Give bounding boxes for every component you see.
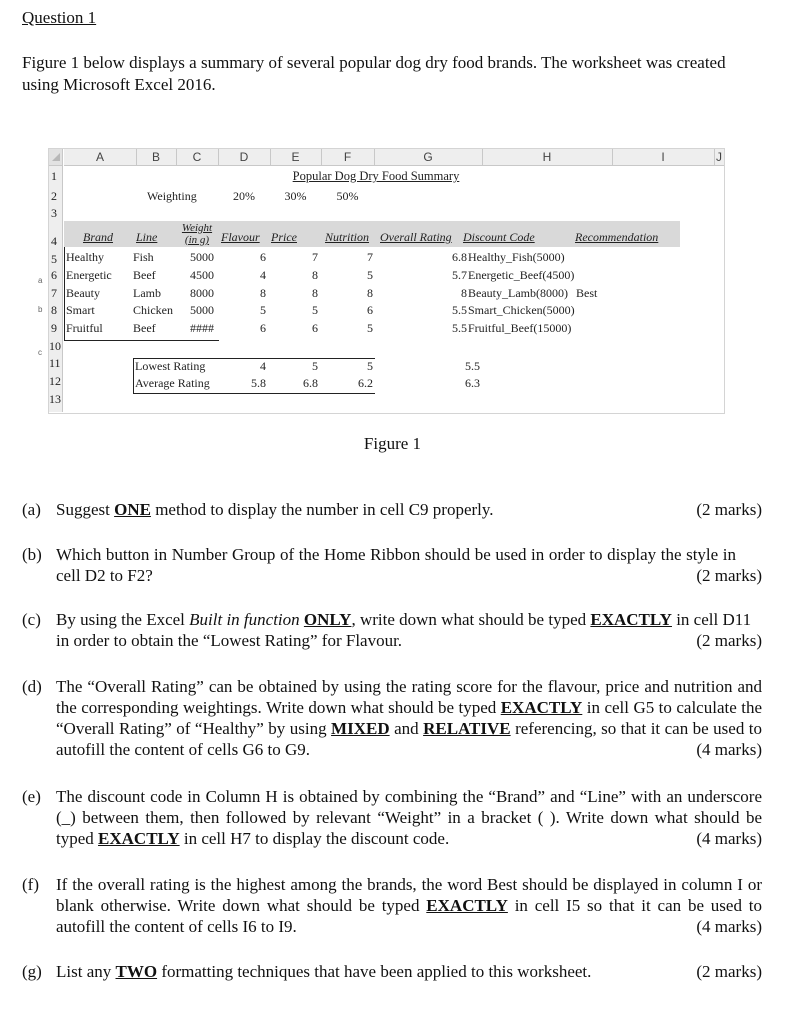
row-number-11: 11 — [49, 356, 61, 370]
row-number-4: 4 — [51, 234, 57, 248]
weight-flavour: 20% — [233, 189, 255, 203]
cell-brand: Energetic — [66, 268, 112, 282]
header-weight-1: Weight — [181, 222, 213, 234]
cell-discount-code: Fruitful_Beef(15000) — [468, 321, 572, 335]
question-f-label: (f) — [22, 875, 39, 894]
column-header-h: H — [482, 149, 612, 166]
column-header-a: A — [64, 149, 136, 166]
average-rating-label: Average Rating — [135, 376, 210, 390]
cell-flavour: 5 — [260, 303, 266, 317]
cell-price: 5 — [312, 303, 318, 317]
cell-overall-rating: 8 — [461, 286, 467, 300]
row-number-10: 10 — [49, 339, 61, 353]
question-d-emphasis-2: MIXED — [331, 719, 390, 738]
cell-discount-code: Healthy_Fish(5000) — [468, 250, 565, 264]
column-header-d: D — [218, 149, 270, 166]
question-b-label: (b) — [22, 545, 42, 564]
cell-line: Lamb — [133, 286, 161, 300]
average-nutrition: 6.2 — [358, 376, 373, 390]
question-a-label: (a) — [22, 500, 41, 519]
lowest-price: 5 — [312, 359, 318, 373]
question-g-text-1: List any — [56, 962, 116, 981]
question-f — [22, 874, 762, 937]
cell-line: Fish — [133, 250, 154, 264]
row-number-8: 8 — [51, 303, 57, 317]
column-header-b: B — [136, 149, 176, 166]
question-e-text-2: in cell H7 to display the discount code. — [179, 829, 450, 848]
header-overall-rating: Overall Rating — [380, 230, 452, 244]
header-nutrition: Nutrition — [325, 230, 370, 244]
question-f-emphasis: EXACTLY — [426, 896, 508, 915]
average-price: 6.8 — [303, 376, 318, 390]
question-a-text-1: Suggest — [56, 500, 110, 519]
cell-nutrition: 8 — [367, 286, 373, 300]
question-c-text-3: in cell D11 in order to obtain the “Lowest Rating” for Flavour. — [56, 610, 752, 650]
cell-brand: Smart — [66, 303, 95, 317]
cell-brand: Beauty — [66, 286, 100, 300]
question-e — [22, 786, 762, 849]
cell-flavour: 6 — [260, 321, 266, 335]
cell-discount-code: Beauty_Lamb(8000) — [468, 286, 568, 300]
question-d-marks: (4 marks) — [696, 740, 762, 759]
cell-price: 8 — [312, 286, 318, 300]
question-g-label: (g) — [22, 962, 42, 981]
row-number-9: 9 — [51, 321, 57, 335]
question-e-emphasis: EXACTLY — [98, 829, 180, 848]
lowest-rating-label: Lowest Rating — [135, 359, 206, 373]
question-d-text-4: referencing, so that it can be used to autofill the content of cells G6 to G9. — [56, 719, 762, 759]
row-number-7: 7 — [51, 286, 57, 300]
cell-weight: 4500 — [190, 268, 214, 282]
question-c-marks: (2 marks) — [696, 631, 762, 650]
question-c-text-2: , write down what should be typed — [351, 610, 591, 629]
question-b — [22, 544, 762, 586]
figure-caption: Figure 1 — [363, 434, 422, 453]
question-d-emphasis-1: EXACTLY — [500, 698, 583, 717]
cell-discount-code: Energetic_Beef(4500) — [468, 268, 575, 282]
edge-marker-a: a — [38, 276, 43, 285]
cell-price: 6 — [312, 321, 318, 335]
row-number-6: 6 — [51, 268, 57, 282]
weighting-label: Weighting — [147, 189, 197, 203]
header-discount-code: Discount Code — [463, 230, 535, 244]
cell-weight: 5000 — [190, 303, 214, 317]
cell-overall-rating: 5.5 — [452, 303, 467, 317]
cell-overall-rating: 5.7 — [452, 268, 467, 282]
cell-overall-rating: 5.5 — [452, 321, 467, 335]
question-heading: Question 1 — [22, 8, 97, 27]
cell-flavour: 6 — [260, 250, 266, 264]
question-g — [22, 961, 762, 982]
average-flavour: 5.8 — [251, 376, 266, 390]
question-c-text-1: By using the Excel — [56, 610, 190, 629]
column-header-c: C — [176, 149, 218, 166]
row-number-5: 5 — [51, 252, 57, 266]
question-a-text-2: method to display the number in cell C9 properly. — [150, 500, 494, 519]
question-d-emphasis-3: RELATIVE — [423, 719, 511, 738]
question-c-emphasis-1: ONLY — [303, 610, 352, 629]
row-number-12: 12 — [49, 374, 61, 388]
cell-line: Chicken — [133, 303, 173, 317]
weight-nutrition: 50% — [336, 189, 359, 203]
question-d-text-3: and — [389, 719, 424, 738]
lowest-flavour: 4 — [260, 359, 266, 373]
column-header-j: J — [716, 150, 722, 164]
cell-price: 7 — [312, 250, 318, 264]
cell-price: 8 — [312, 268, 318, 282]
question-d — [22, 676, 762, 760]
question-a-emphasis: ONE — [114, 500, 151, 519]
question-d-text-2: in cell G5 to calculate the “Overall Rating” of “Healthy” by using — [56, 698, 762, 738]
cell-weight: 5000 — [190, 250, 214, 264]
cell-weight: #### — [190, 321, 214, 335]
question-c-emphasis-2: EXACTLY — [590, 610, 672, 629]
cell-nutrition: 7 — [367, 250, 373, 264]
cell-nutrition: 5 — [367, 321, 373, 335]
cell-flavour: 4 — [260, 268, 266, 282]
spreadsheet-figure — [48, 148, 725, 414]
question-a — [22, 499, 762, 520]
question-a-marks: (2 marks) — [696, 500, 762, 519]
cell-line: Beef — [133, 268, 156, 282]
question-b-text: Which button in Number Group of the Home Ribbon should be used in order to display the style in cell D2 to F2? — [56, 545, 736, 585]
select-all-corner — [49, 149, 63, 166]
column-header-e: E — [270, 149, 321, 166]
cell-brand: Healthy — [66, 250, 104, 264]
question-d-text-1: The “Overall Rating” can be obtained by using the rating score for the flavour, price and nutrition and the corresponding weightings. Write down what should be typed — [56, 677, 762, 717]
header-flavour: Flavour — [221, 230, 260, 244]
question-f-text-2: in cell I5 so that it can be used to autofill the content of cells I6 to I9. — [56, 896, 762, 936]
question-f-text-1: If the overall rating is the highest among the brands, the word Best should be displayed in column I or blank otherwise. Write down what should be typed — [56, 875, 762, 915]
question-c-label: (c) — [22, 610, 41, 629]
average-overall: 6.3 — [465, 376, 480, 390]
question-g-text-2: formatting techniques that have been applied to this worksheet. — [157, 962, 592, 981]
header-price: Price — [271, 230, 297, 244]
row-number-3: 3 — [51, 206, 57, 220]
question-e-label: (e) — [22, 787, 41, 806]
lowest-overall: 5.5 — [465, 359, 480, 373]
column-header-f: F — [321, 149, 374, 166]
cell-discount-code: Smart_Chicken(5000) — [468, 303, 575, 317]
cell-brand: Fruitful — [66, 321, 103, 335]
question-g-emphasis: TWO — [115, 962, 158, 981]
edge-marker-b: b — [38, 305, 43, 314]
cell-flavour: 8 — [260, 286, 266, 300]
header-weight-2: (in g) — [184, 234, 210, 246]
edge-marker-c: c — [38, 348, 42, 357]
question-b-marks: (2 marks) — [696, 566, 762, 585]
intro-paragraph: Figure 1 below displays a summary of several popular dog dry food brands. The worksheet was created using Microsoft Excel 2016. — [22, 53, 726, 94]
question-f-marks: (4 marks) — [696, 917, 762, 936]
header-brand: Brand — [83, 230, 113, 244]
question-c-italic: Built in function — [189, 610, 300, 629]
row-number-1: 1 — [51, 169, 57, 183]
cell-nutrition: 5 — [367, 268, 373, 282]
question-e-marks: (4 marks) — [696, 829, 762, 848]
column-header-i: I — [612, 149, 714, 166]
cell-line: Beef — [133, 321, 156, 335]
cell-weight: 8000 — [190, 286, 214, 300]
question-c — [22, 609, 762, 651]
question-g-marks: (2 marks) — [696, 962, 762, 981]
header-line: Line — [136, 230, 158, 244]
cell-overall-rating: 6.8 — [452, 250, 467, 264]
lowest-nutrition: 5 — [367, 359, 373, 373]
row-number-2: 2 — [51, 189, 57, 203]
sheet-title: Popular Dog Dry Food Summary — [292, 169, 460, 183]
weight-price: 30% — [284, 189, 307, 203]
cell-recommendation: Best — [576, 286, 598, 300]
question-d-label: (d) — [22, 677, 42, 696]
header-recommendation: Recommendation — [575, 230, 659, 244]
column-header-g: G — [374, 149, 482, 166]
question-e-text-1: The discount code in Column H is obtained by combining the “Brand” and “Line” with an underscore (_) between them, then followed by relevant “Weight” in a bracket ( ). Write down what should be typed — [56, 787, 762, 848]
cell-nutrition: 6 — [367, 303, 373, 317]
row-number-13: 13 — [49, 392, 61, 406]
